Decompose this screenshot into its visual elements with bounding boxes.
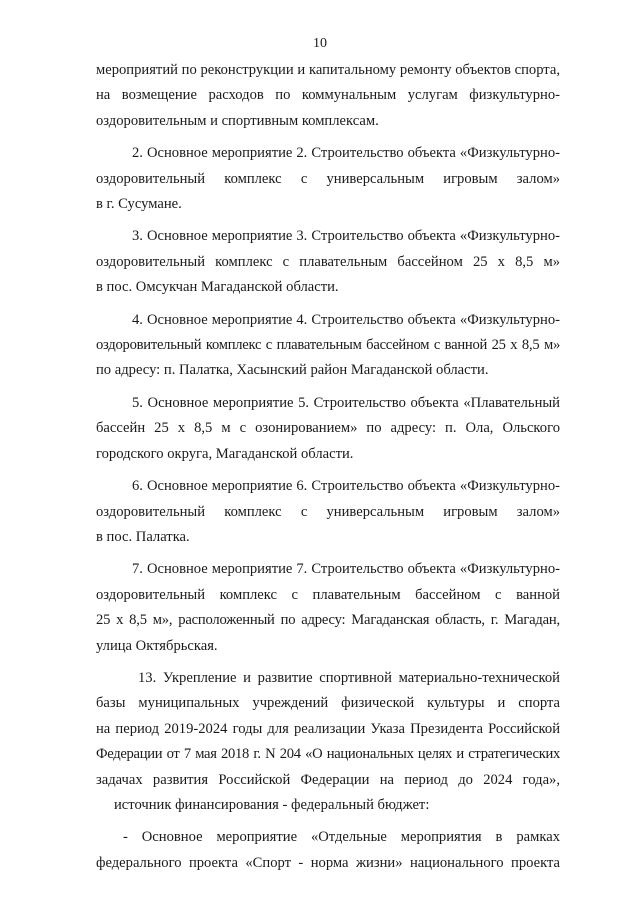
text-line: бассейн 25 х 8,5 м с озонированием» по адресу: п. Ола, Ольского (96, 420, 560, 437)
paragraph-13 (96, 666, 560, 818)
text-line: источник финансирования - федеральный бюджет: (114, 796, 430, 813)
text-line: в пос. Омсукчан Магаданской области. (96, 279, 339, 296)
text-line: оздоровительный комплекс с плавательным бассейном с ванной (96, 586, 560, 603)
paragraph-6 (96, 474, 560, 550)
text-line: оздоровительный комплекс с универсальным игровым залом» (96, 503, 560, 520)
paragraph-3 (96, 224, 560, 300)
text-line: 7. Основное мероприятие 7. Строительство объекта «Физкультурно- (132, 561, 560, 578)
paragraph-4 (96, 308, 560, 384)
paragraph-2 (96, 141, 560, 217)
text-line: оздоровительным и спортивным комплексам. (96, 112, 379, 129)
text-line: 3. Основное мероприятие 3. Строительство объекта «Физкультурно- (132, 228, 560, 245)
paragraph-5 (96, 391, 560, 467)
text-line: мероприятий по реконструкции и капитальному ремонту объектов спорта, (96, 62, 560, 78)
text-line: задачах развития Российской Федерации на период до 2024 года», (96, 771, 560, 788)
text-line: - Основное мероприятие «Отдельные мероприятия в рамках (123, 829, 560, 846)
text-line: городского округа, Магаданской области. (96, 445, 354, 462)
text-line: 4. Основное мероприятие 4. Строительство объекта «Физкультурно- (132, 311, 560, 328)
document-body (96, 58, 560, 883)
text-line: 5. Основное мероприятие 5. Строительство объекта «Плавательный (132, 394, 560, 411)
page-number: 10 (313, 36, 327, 51)
paragraph-bullet (96, 825, 560, 876)
text-line: 6. Основное мероприятие 6. Строительство объекта «Физкультурно- (132, 478, 560, 495)
text-line: Федерации от 7 мая 2018 г. N 204 «О национальных целях и стратегических (96, 746, 560, 763)
text-line: 25 х 8,5 м», расположенный по адресу: Магаданская область, г. Магадан, (96, 612, 560, 629)
text-line: улица Октябрьская. (96, 637, 218, 654)
text-line: 2. Основное мероприятие 2. Строительство объекта «Физкультурно- (132, 145, 560, 162)
text-line: оздоровительный комплекс с универсальным игровым залом» (96, 170, 560, 187)
text-line: оздоровительный комплекс с плавательным бассейном с ванной 25 х 8,5 м» (96, 337, 560, 354)
paragraph-7 (96, 557, 560, 659)
text-line: 13. Укрепление и развитие спортивной материально-технической (138, 669, 560, 686)
text-line: оздоровительный комплекс с плавательным бассейном 25 х 8,5 м» (96, 253, 560, 270)
text-line: на возмещение расходов по коммунальным услугам физкультурно- (96, 87, 560, 104)
text-line: по адресу: п. Палатка, Хасынский район Магаданской области. (96, 362, 489, 379)
text-line: федерального проекта «Спорт - норма жизни» национального проекта (96, 854, 560, 871)
text-line: в г. Сусумане. (96, 196, 182, 213)
text-line: в пос. Палатка. (96, 528, 190, 545)
text-line: базы муниципальных учреждений физической культуры и спорта (96, 695, 560, 712)
paragraph-1 (96, 58, 560, 134)
text-line: на период 2019-2024 годы для реализации Указа Президента Российской (96, 720, 560, 737)
